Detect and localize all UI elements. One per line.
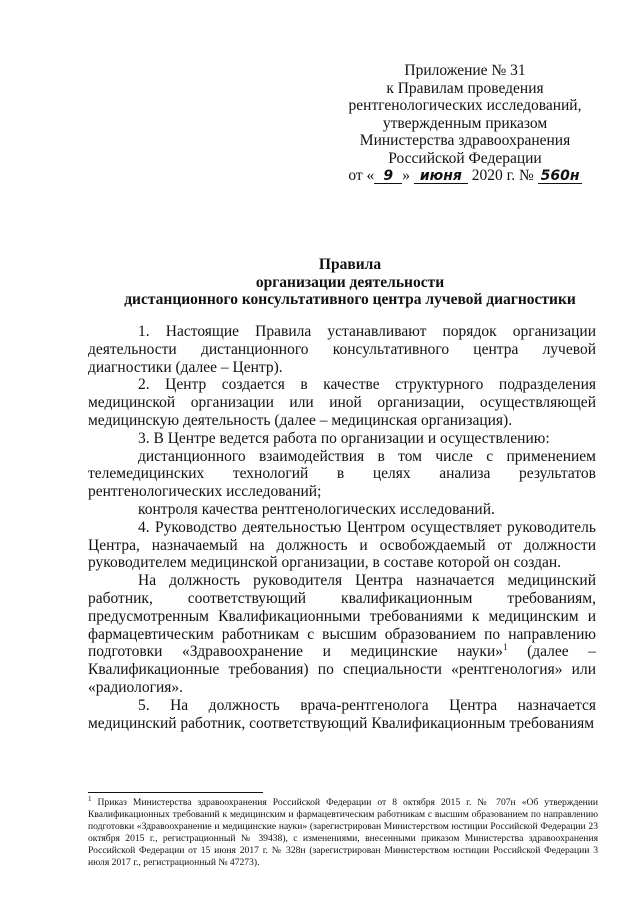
appendix-line: утвержденным приказом (382, 114, 548, 132)
footnote-marker: 1 (88, 794, 92, 803)
paragraph: 1. Настоящие Правила устанавливают порядок организации деятельности дистанционного консультативного центра лучевой диагностики (далее – Центр). (88, 323, 596, 376)
title-line: дистанционного консультативного центра лучевой диагностики (124, 291, 576, 308)
paragraph: 4. Руководство деятельностью Центром осуществляет руководитель Центра, назначаемый на должность и освобождаемый от должности руководителем медицинской организации, в составе которой он создан. (88, 518, 596, 572)
appendix-header (340, 62, 590, 185)
handwritten-order-number: 560н (538, 169, 582, 184)
date-mid: » (402, 167, 411, 184)
footnote-divider (88, 792, 263, 793)
handwritten-day: 9 (374, 169, 402, 184)
paragraph: контроля качества рентгенологических исследований. (138, 500, 495, 518)
paragraph (88, 572, 596, 697)
paragraph-text: На должность руководителя Центра назначается медицинский работник, соответствующий квалификационным требованиям, предусмотренным Квалификационными требованиями к медицинским и фармацевтическим работникам с высшим образованием по направлению подготовки «Здравоохранение и медицинские науки» (88, 572, 596, 661)
footnote (88, 794, 598, 869)
appendix-line: Российской Федерации (388, 149, 542, 167)
paragraph: 3. В Центре ведется работа по организации и осуществлению: (138, 429, 550, 447)
appendix-line: Министерства здравоохранения (359, 132, 571, 149)
title-line: Правила (318, 256, 382, 273)
title-line: организации деятельности (255, 273, 445, 291)
document-body (88, 323, 596, 732)
paragraph: 5. На должность врача-рентгенолога Центра назначается медицинский работник, соответствующий Квалификационным требованиям (88, 696, 596, 732)
paragraph-text: (далее – Квалификационные требования) по специальности «рентгенология» или «радиология». (88, 643, 597, 696)
date-prefix: от « (348, 167, 375, 184)
handwritten-month: июня (414, 169, 468, 184)
footnote-text: Приказ Министерства здравоохранения Российской Федерации от 8 октября 2015 г. № 707н «Об утверждении Квалификационных требований к медицинским и фармацевтическим работникам с высшим образованием по направлению подготовки «Здравоохранение и медицинские науки» (зарегистрирован Министерством юстиции Российской Федерации 23 октября 2015 г., регистрационный № 39438), с изменениями, внесенными приказом Министерства здравоохранения Российской Федерации от 15 июня 2017 г. № 328н (зарегистрирован Министерством юстиции Российской Федерации 3 июля 2017 г., регистрационный № 47273). (88, 797, 598, 868)
appendix-number: Приложение № 31 (404, 62, 526, 79)
date-year: 2020 г. № (471, 167, 534, 184)
document-title (90, 256, 610, 309)
footnote-ref[interactable]: 1 (503, 642, 508, 653)
order-date-line (340, 167, 590, 185)
appendix-line: рентгенологических исследований, (348, 97, 582, 114)
paragraph: дистанционного взаимодействия в том числе с применением телемедицинских технологий в целях анализа результатов рентгенологических исследований; (88, 447, 596, 501)
paragraph: 2. Центр создается в качестве структурного подразделения медицинской организации или иной организации, осуществляющей медицинскую деятельность (далее – медицинская организация). (88, 376, 596, 429)
appendix-line: к Правилам проведения (386, 79, 544, 97)
